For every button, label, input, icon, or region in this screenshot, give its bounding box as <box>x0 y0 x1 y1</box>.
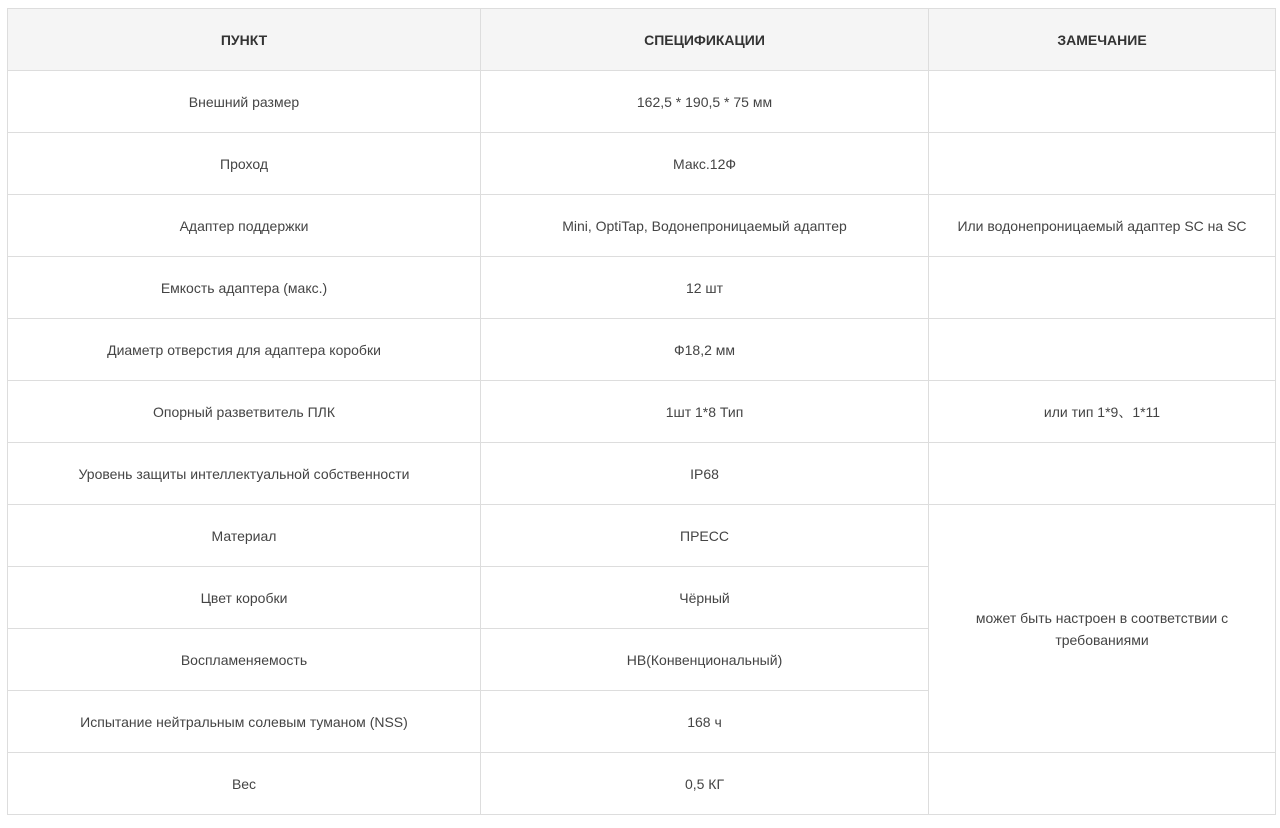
spec-cell: Ф18,2 мм <box>481 319 929 381</box>
item-cell: Адаптер поддержки <box>8 195 481 257</box>
spec-cell: ПРЕСС <box>481 505 929 567</box>
header-specs: СПЕЦИФИКАЦИИ <box>481 9 929 71</box>
spec-cell: HB(Конвенциональный) <box>481 629 929 691</box>
note-cell <box>929 319 1276 381</box>
spec-cell: 162,5 * 190,5 * 75 мм <box>481 71 929 133</box>
table-row <box>8 319 1276 381</box>
item-cell: Воспламеняемость <box>8 629 481 691</box>
spec-cell: IP68 <box>481 443 929 505</box>
header-item: ПУНКТ <box>8 9 481 71</box>
note-cell: Или водонепроницаемый адаптер SC на SC <box>929 195 1276 257</box>
item-cell: Диаметр отверстия для адаптера коробки <box>8 319 481 381</box>
spec-cell: 168 ч <box>481 691 929 753</box>
note-cell <box>929 257 1276 319</box>
item-cell: Внешний размер <box>8 71 481 133</box>
item-cell: Испытание нейтральным солевым туманом (NSS) <box>8 691 481 753</box>
note-cell: или тип 1*9、1*11 <box>929 381 1276 443</box>
spec-cell: 1шт 1*8 Тип <box>481 381 929 443</box>
spec-cell: Макс.12Ф <box>481 133 929 195</box>
spec-table-body <box>8 71 1276 815</box>
spec-table-container <box>7 8 1276 815</box>
item-cell: Уровень защиты интеллектуальной собственности <box>8 443 481 505</box>
note-cell <box>929 71 1276 133</box>
spec-cell: Чёрный <box>481 567 929 629</box>
note-cell <box>929 753 1276 815</box>
item-cell: Емкость адаптера (макс.) <box>8 257 481 319</box>
item-cell: Материал <box>8 505 481 567</box>
spec-cell: 12 шт <box>481 257 929 319</box>
table-row <box>8 133 1276 195</box>
header-row <box>8 9 1276 71</box>
note-cell-merged: может быть настроен в соответствии с требованиями <box>929 505 1276 753</box>
note-cell <box>929 133 1276 195</box>
table-row <box>8 443 1276 505</box>
spec-cell: Mini, OptiTap, Водонепроницаемый адаптер <box>481 195 929 257</box>
table-row <box>8 381 1276 443</box>
table-row <box>8 257 1276 319</box>
note-cell <box>929 443 1276 505</box>
header-note: ЗАМЕЧАНИЕ <box>929 9 1276 71</box>
table-row <box>8 71 1276 133</box>
table-row <box>8 753 1276 815</box>
spec-cell: 0,5 КГ <box>481 753 929 815</box>
item-cell: Проход <box>8 133 481 195</box>
item-cell: Вес <box>8 753 481 815</box>
spec-table <box>7 8 1276 815</box>
table-row <box>8 505 1276 567</box>
item-cell: Цвет коробки <box>8 567 481 629</box>
table-row <box>8 195 1276 257</box>
item-cell: Опорный разветвитель ПЛК <box>8 381 481 443</box>
spec-table-header <box>8 9 1276 71</box>
